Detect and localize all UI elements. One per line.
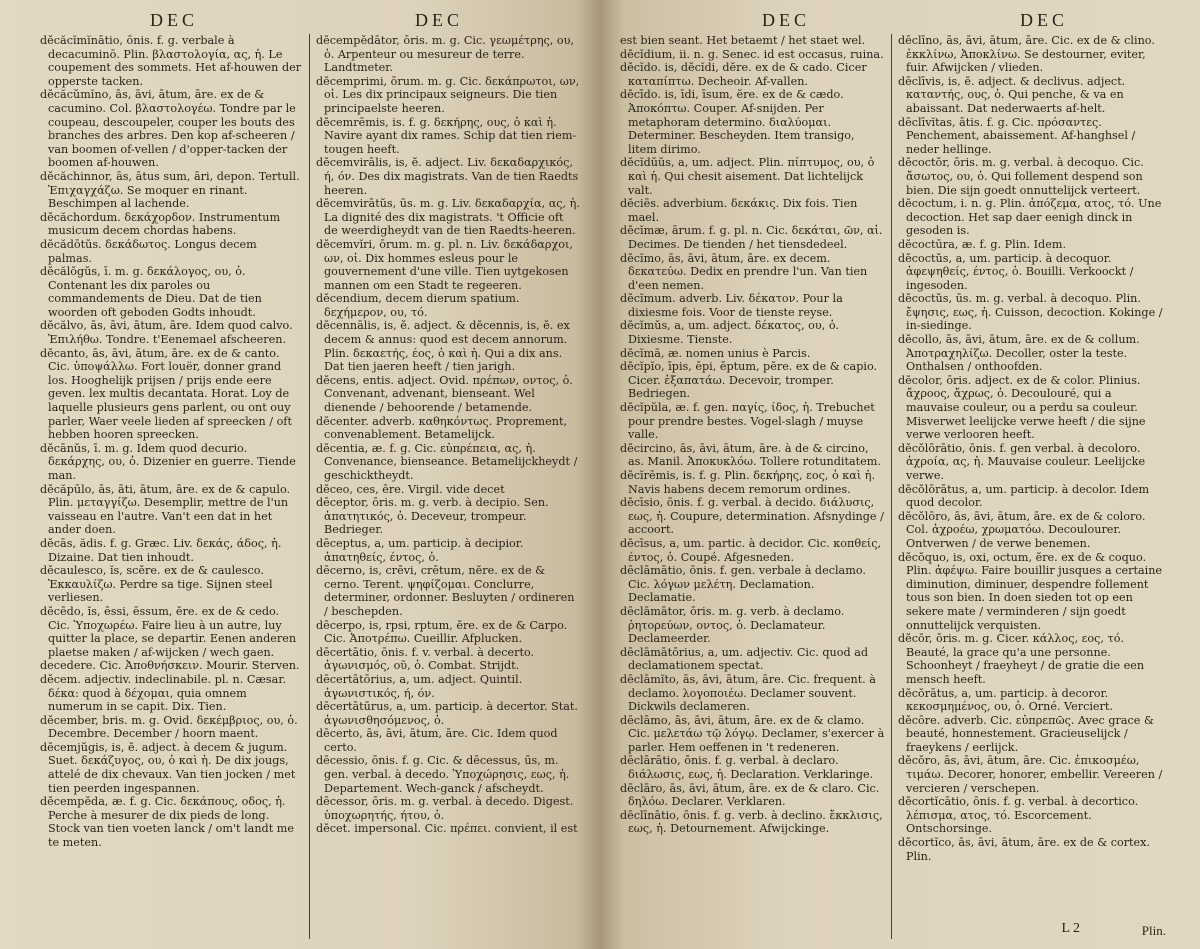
dictionary-entry: dĕcōre. adverb. Cic. εὐπρεπῶς. Avec grace & beauté, honnestement. Gracieuselijck / fraeykens / eerlijck.: [898, 713, 1154, 754]
dictionary-entry: dĕcempĕdātor, ōris. m. g. Cic. γεωμέτρης, ου, ὁ. Arpenteur ou mesureur de terre. Landtmeter.: [316, 34, 574, 75]
dictionary-entry: dĕcortĭco, ās, āvi, ātum, āre. ex de & cortex. Plin.: [898, 836, 1151, 863]
dictionary-entry: dĕcĭdium, ii. n. g. Senec. id est occasus, ruina.: [620, 47, 884, 61]
signature-mark: L 2: [1061, 921, 1080, 936]
dictionary-entry: dĕcircino, ās, āvi, ātum, āre. à de & circino, as. Manil. Ἀποκυκλόω. Tollere rotunditatem.: [620, 441, 881, 469]
dictionary-entry: dēclīvis, is, ĕ. adject. & declivus. adject. καταντής, ους, ὁ. Qui penche, & va en abaissant. Dat nederwaerts af-helt.: [898, 74, 1126, 115]
dictionary-entry: dēclāmātōrius, a, um. adjectiv. Cic. quod ad declamationem spectat.: [620, 645, 869, 673]
running-head-left-col1: DEC: [150, 10, 198, 30]
dictionary-entry: dēclārātio, ōnis. f. g. verbal. à declaro. διάλωσις, εως, ἡ. Declaration. Verklaringe.: [620, 754, 874, 782]
running-head-right-col2: DEC: [1020, 10, 1068, 30]
dictionary-entry: dēclāmo, ās, āvi, ātum, āre. ex de & clamo. Cic. μελετάω τῷ λόγῳ. Declamer, s'exercer à parler. Hem oeffenen in 't redeneren.: [620, 713, 885, 754]
dictionary-entry: dĕcĭdŭŭs, a, um. adject. Plin. πίπτυμος, ου, ὁ καὶ ἡ. Qui chesit aisement. Dat lichtelijck valt.: [620, 156, 875, 197]
dictionary-entry: dĕcoctum, i. n. g. Plin. ἀπόζεμα, ατος, τό. Une decoction. Het sap daer eenigh dinck in gesoden is.: [898, 197, 1162, 238]
dictionary-entry: dĕcens, entis. adject. Ovid. πρέπων, οντος, ὁ. Convenant, advenant, bienseant. Wel dienende / behoorende / betamende.: [316, 373, 573, 415]
dictionary-entry: dēclīno, ās, āvi, ātum, āre. Cic. ex de & clino. ἐκκλίνω, Ἀποκλίνω. Se destourner, eviter, fuir. Afwijcken / vlieden.: [898, 34, 1155, 75]
dictionary-entry: dĕcŏrātus, a, um. particip. à decoror. κεκοσμημένος, ου, ὁ. Orné. Verciert.: [898, 686, 1113, 714]
dictionary-entry: dĕcălvo, ās, āvi, ātum, āre. Idem quod calvo. Ἐπιλήθω. Tondre. t'Eenemael afscheeren.: [40, 319, 293, 347]
dictionary-entry: dĕcĭpĭo, īpis, ēpi, ēptum, pĕre. ex de & capio. Cicer. ἐξαπατάω. Decevoir, tromper. Bedriegen.: [620, 360, 878, 401]
dictionary-entry: dĕcăcĭmĭnātio, ōnis. f. g. verbale à decacuminō. Plin. βλαστολογία, ας, ἡ. Le coupement des sommets. Het af-houwen der opperste tacken.: [40, 34, 302, 88]
dictionary-entry: dĕcīdo. is, īdi, īsum, ĕre. ex de & cædo. Ἀποκόπτω. Couper. Af-snijden. Per metaphoram determino. διαλύομαι. Determiner. Bescheyden. Item transigo, litem dirimo.: [620, 88, 855, 156]
dictionary-entry: est bien seant. Het betaemt / het staet wel.: [620, 34, 866, 47]
dictionary-entry: dĕcemprimi, ōrum. m. g. Cic. δεκάπρωτοι, ων, οἱ. Les dix principaux seigneurs. Die tien principaelste heeren.: [316, 74, 580, 115]
dictionary-entry: dĕcem. adjectiv. indeclinabile. pl. n. Cæsar. δέκα: quod à δέχομαι, quia omnem numerum in se capit. Dix. Tien.: [40, 672, 286, 714]
dictionary-entry: dĕcĭrēmis, is. f. g. Plin. δεκήρης, εος, ὁ καὶ ἡ. Navis habens decem remorum ordines.: [620, 469, 876, 496]
dictionary-entry: dĕcennālis, is, ĕ. adject. & dĕcennis, is, ĕ. ex decem & annus: quod est decem annorum. Plin. δεκαετής, έος, ὁ καὶ ἡ. Qui a dix ans. Dat tien jaeren heeft / tien jarigh.: [316, 319, 570, 374]
dictionary-entry: dĕcānŭs, ī. m. g. Idem quod decurio. δεκάρχης, ου, ὁ. Dizenier en guerre. Tiende man.: [40, 441, 296, 482]
dictionary-entry: dĕcăchinnor, ās, ātus sum, āri, depon. Tertull. Ἐπιχαγχάζω. Se moquer en rinant. Beschimpen al lachende.: [40, 169, 300, 211]
dictionary-entry: dēclīvĭtas, ātis. f. g. Cic. πρόσαντες. Penchement, abaissement. Af-hanghsel / neder hellinge.: [898, 115, 1136, 156]
right-page: [600, 0, 1200, 949]
dictionary-entry: dĕcoctŏr, ōris. m. g. verbal. à decoquo. Cic. ἄσωτος, ου, ὁ. Qui follement despend son bien. Die sijn goedt onnuttelijck verteert.: [898, 156, 1144, 197]
dictionary-entry: dēcertātōrius, a, um. adject. Quintil. ἀγωνιστικός, ή, όν.: [316, 672, 523, 700]
column-2: [310, 34, 586, 939]
dictionary-entry: dĕcŏlōrātus, a, um. particip. à decolor. Idem quod decolor.: [898, 482, 1150, 510]
dictionary-entry: dĕcemvĭri, ōrum. m. g. pl. n. Liv. δεκάδαρχοι, ων, οἱ. Dix hommes esleus pour le gouvernement d'une ville. Tien uytgekosen mannen om een Stadt te regeeren.: [316, 237, 573, 292]
dictionary-entry: dĕcortĭcātio, ōnis. f. g. verbal. à decortico. λέπισμα, ατος, τό. Escorcement. Ontschorsinge.: [898, 795, 1139, 836]
dictionary-entry: dĕcanto, ās, āvi, ātum, āre. ex de & canto. Cic. ὑποψάλλω. Fort louër, donner grand los. Hooghelijk prijsen / prijs ende eere geven. lex multis decantata. Horat. Loy de laquelle plusieurs gens parlent, ou ont ouy parler, Waer veele lieden af spreecken / oft hebben hooren spreecken.: [40, 346, 292, 442]
running-head-right-col1: DEC: [762, 10, 810, 30]
dictionary-entry: dĕcīsio, ōnis. f. g. verbal. à decido. διάλυσις, εως, ἡ. Coupure, determination. Afsnydinge / accoort.: [620, 496, 884, 537]
catchword: Plin.: [1141, 923, 1166, 938]
dictionary-entry: dēclāmātio, ōnis. f. gen. verbale à declamo. Cic. λόγων μελέτη. Declamation. Declamatie.: [620, 564, 866, 605]
dictionary-entry: dĕcās, ădis. f. g. Græc. Liv. δεκάς, άδος, ἡ. Dizaine. Dat tien inhoudt.: [40, 536, 282, 564]
dictionary-entry: dĕcoctūra, æ. f. g. Plin. Idem.: [898, 237, 1067, 251]
dictionary-entry: dĕcoctŭs, a, um. particip. à decoquor. ἀφεψηθείς, έντος, ὁ. Bouilli. Verkoockt / ingesoden.: [898, 251, 1134, 292]
dictionary-entry: dēcerpo, is, rpsi, rptum, ĕre. ex de & Carpo. Cic. Ἀποτρέπω. Cueillir. Afplucken.: [316, 618, 568, 646]
dictionary-entry: dĕcentia, æ. f. g. Cic. εὐπρέπεια, ας, ἡ. Convenance, bienseance. Betamelijckheydt / geschicktheydt.: [316, 441, 578, 482]
dictionary-entry: dēcerno, is, crēvi, crētum, nĕre. ex de & cerno. Terent. ψηφίζομαι. Conclurre, determiner, ordonner. Besluyten / ordineren / beschepden.: [316, 564, 575, 618]
dictionary-entry: dĕcŏlōro, ās, āvi, ātum, āre. ex de & coloro. Col. ἀχροέω, χρωματόω. Decoulourer. Ontverwen / de verwe benemen.: [898, 509, 1146, 550]
dictionary-entry: dēclāmĭto, ās, āvi, ātum, āre. Cic. frequent. à declamo. λογοποιέω. Declamer souvent. Dickwils declameren.: [620, 672, 876, 714]
dictionary-entry: dĕciēs. adverbium. δεκάκις. Dix fois. Tien mael.: [620, 197, 858, 224]
dictionary-entry: dĕcenter. adverb. καθηκόντως. Proprement, convenablement. Betamelijck.: [316, 414, 568, 442]
dictionary-entry: dĕcăchordum. δεκάχορδον. Instrumentum musicum decem chordas habens.: [40, 210, 281, 238]
dictionary-entry: dĕcemrēmis, is. f. g. δεκήρης, ους, ὁ καὶ ἡ. Navire ayant dix rames. Schip dat tien riem-tougen heeft.: [316, 115, 577, 156]
left-page-header: [0, 10, 600, 32]
dictionary-entry: dēceptus, a, um. particip. à decipior. ἀπατηθείς, έντος, ὁ.: [316, 536, 524, 564]
column-4: [892, 34, 1170, 939]
dictionary-entry: dĕceo, ces, ēre. Virgil. vide decet: [316, 482, 505, 496]
dictionary-entry: dĕcĭmum. adverb. Liv. δέκατον. Pour la dixiesme fois. Voor de tienste reyse.: [620, 292, 843, 319]
dictionary-entry: dĕcĭmo, ās, āvi, ātum, āre. ex decem. δεκατεύω. Dedix en prendre l'un. Van tien d'een nemen.: [620, 251, 868, 292]
dictionary-entry: dĕcŏlōrātio, ōnis. f. gen verbal. à decoloro. ἀχροία, ας, ἡ. Mauvaise couleur. Leelijcke verwe.: [898, 441, 1146, 482]
dictionary-entry: dĕcet. impersonal. Cic. πρέπει. convient, il est: [316, 822, 578, 836]
dictionary-entry: dĕcĭmā, æ. nomen unius è Parcis.: [620, 346, 811, 360]
dictionary-entry: dĕcaulesco, ĭs, scĕre. ex de & caulesco. Ἐκκαυλίζω. Perdre sa tige. Sijnen steel verliesen.: [40, 564, 273, 605]
dictionary-entry: dĕcălŏgŭs, ī. m. g. δεκάλογος, ου, ὁ. Contenant les dix paroles ou commandements de Dieu. Dat de tien woorden oft geboden Godts inhoudt.: [40, 265, 262, 319]
dictionary-entry: dĕcemjŭgis, is, ĕ. adject. à decem & jugum. Suet. δεκάζυγος, ου, ὁ καὶ ἡ. De dix jougs, attelé de dix chevaux. Van tien jocken / met tien peerden ingespannen.: [40, 740, 296, 795]
dictionary-entry: dĕcolor, ōris. adject. ex de & color. Plinius. ἄχροος, ἄχρως, ὁ. Decoulouré, qui a mauvaise couleur, ou a perdu sa couleur. Misverwet leelijcke verwe heeft / die sijne verwe verlooren heeft.: [898, 373, 1146, 442]
dictionary-entry: dēcessor, ōris. m. g. verbal. à decedo. Digest. ὑποχωρητής, ήτου, ὁ.: [316, 795, 574, 822]
dictionary-entry: dĕcŏro, ās, āvi, ātum, āre. Cic. ἐπικοσμέω, τιμάω. Decorer, honorer, embellir. Vereeren / vercieren / verschepen.: [898, 754, 1163, 795]
dictionary-entry: dĕcĭpŭla, æ. f. gen. παγίς, ίδος, ἡ. Trebuchet pour prendre bestes. Vogel-slagh / muyse valle.: [620, 401, 875, 442]
dictionary-entry: dēcertātio, ōnis. f. v. verbal. à decerto. ἀγωνισμός, οῦ, ὁ. Combat. Strijdt.: [316, 645, 535, 673]
dictionary-entry: dĕcŏquo, is, oxi, octum, ĕre. ex de & coquo. Plin. ἀφέψω. Faire bouillir jusques a certaine diminution, diminuer, despendre follement tous son bien. In doen sieden tot op een sekere mate / verminderen / sijn goedt onnuttelijck verquisten.: [898, 550, 1163, 632]
dictionary-entry: dēceptor, ōris. m. g. verb. à decipio. Sen. ἀπατητικός, ὁ. Deceveur, trompeur. Bedrieger.: [316, 496, 549, 537]
dictionary-entry: dĕcĭmæ, ārum. f. g. pl. n. Cic. δεκάται, ῶν, αἱ. Decimes. De tienden / het tiensdedeel.: [620, 224, 883, 251]
dictionary-entry: dĕcăpūlo, ās, āti, ātum, āre. ex de & capulo. Plin. μεταγγίζω. Desemplir, mettre de l'un vaisseau en l'autre. Van't een dat in het ander doen.: [40, 482, 291, 537]
dictionary-entry: dēcessio, ōnis. f. g. Cic. & dēcessus, ūs, m. gen. verbal. à decedo. Ὑποχώρησις, εως, ἡ. Departement. Wech-ganck / afscheydt.: [316, 754, 570, 795]
dictionary-entry: dēclāro, ās, āvi, ātum, āre. ex de & claro. Cic. δηλόω. Declarer. Verklaren.: [620, 781, 880, 809]
dictionary-entry: dĕcĭdo. is, dĕcĭdi, dĕre. ex de & cado. Cicer καταπίπτω. Decheoir. Af-vallen.: [620, 61, 867, 88]
dictionary-entry: dĕcemvirātŭs, ūs. m. g. Liv. δεκαδαρχία, ας, ἡ. La dignité des dix magistrats. 't Officie oft de weerdigheydt van de tien Raedts-heeren.: [316, 197, 580, 238]
dictionary-entry: dĕcădōtŭs. δεκάδωτος. Longus decem palmas.: [40, 237, 257, 265]
dictionary-entry: decedere. Cic. Ἀποθνήσκειν. Mourir. Sterven.: [40, 659, 300, 673]
dictionary-entry: dĕcĭmŭs, a, um. adject. δέκατος, ου, ὁ. Dixiesme. Tienste.: [620, 319, 840, 347]
column-3: [614, 34, 892, 939]
dictionary-entry: dēcerto, ās, āvi, ātum, āre. Cic. Idem quod certo.: [316, 727, 558, 754]
dictionary-entry: dĕcember, bris. m. g. Ovid. δεκέμβριος, ου, ὁ. Decembre. December / hoorn maent.: [40, 713, 298, 741]
dictionary-entry: dĕcoctŭs, ūs. m. g. verbal. à decoquo. Plin. ἔψησις, εως, ἡ. Cuisson, decoction. Kokinge / in-siedinge.: [898, 292, 1163, 333]
dictionary-entry: dĕcemvirālis, is, ĕ. adject. Liv. δεκαδαρχικός, ή, όν. Des dix magistrats. Van de tien Raedts heeren.: [316, 156, 579, 197]
dictionary-entry: dĕcendium, decem dierum spatium. δεχήμερον, ου, τό.: [316, 292, 520, 319]
column-1: [34, 34, 310, 939]
dictionary-entry: dĕcīsus, a, um. partic. à decidor. Cic. κοπθείς, έντος, ὁ. Coupé. Afgesneden.: [620, 536, 882, 564]
right-page-header: [600, 10, 1200, 32]
dictionary-entry: dēclāmātor, ōris. m. g. verb. à declamo. ῥητορεύων, οντος, ὁ. Declamateur. Declameerder.: [620, 604, 845, 646]
dictionary-entry: dĕcollo, ās, āvi, ātum, āre. ex de & collum. Ἀποτραχηλίζω. Decoller, oster la teste. Onthalsen / onthoofden.: [898, 333, 1140, 374]
dictionary-entry: dĕcăcŭmĭno, ās, āvi, ātum, āre. ex de & cacumino. Col. βλαστολογέω. Tondre par le coupeau, descoupeler, couper les bouts des branches des arbres. Den kop af-scheeren / van boomen of-vellen / d'opper-tacken der boomen af-houwen.: [40, 88, 296, 170]
dictionary-entry: dĕcŏr, ōris. m. g. Cicer. κάλλος, εος, τό. Beauté, la grace qu'a une personne. Schoonheyt / fraeyheyt / de gratie die een mensch heeft.: [898, 632, 1145, 686]
dictionary-entry: dēclīnātio, ōnis. f. g. verb. à declino. ἔκκλισις, εως, ἡ. Detournement. Afwijckinge.: [620, 808, 883, 836]
dictionary-entry: dĕcempĕda, æ. f. g. Cic. δεκάπους, οδος, ἡ. Perche à mesurer de dix pieds de long. Stock van tien voeten lanck / om't landt me te meten.: [40, 795, 295, 850]
running-head-left-col2: DEC: [415, 10, 463, 30]
dictionary-entry: dēcertātūrus, a, um. particip. à decertor. Stat. ἀγωνισθησόμενος, ὁ.: [316, 700, 578, 727]
dictionary-entry: dĕcēdo, ĭs, ēssi, ēssum, ĕre. ex de & cedo. Cic. Ὑποχωρέω. Faire lieu à un autre, luy quitter la place, se departir. Eenen anderen plaetse maken / af-wijcken / wech gaen.: [40, 604, 297, 659]
